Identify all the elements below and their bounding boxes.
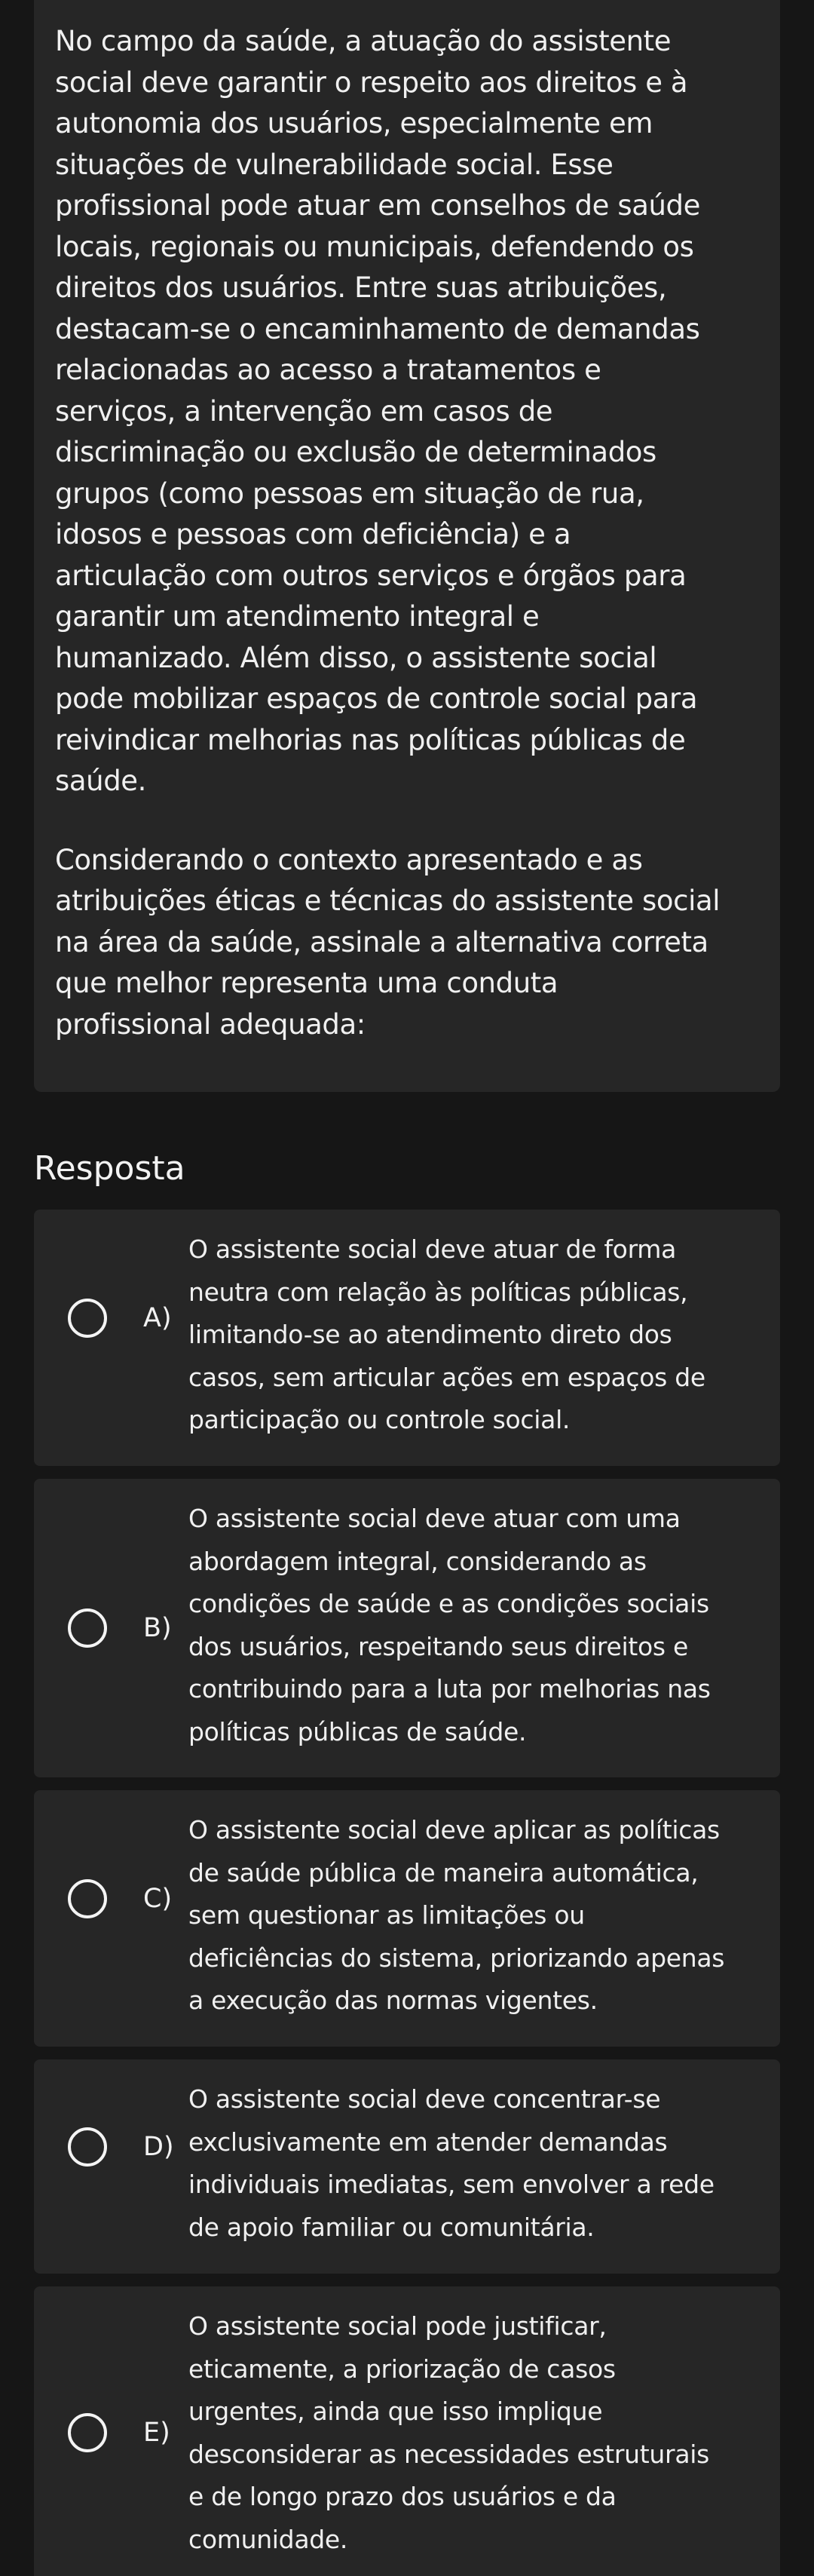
- question-card: [34, 0, 780, 1092]
- option-b-radio[interactable]: [68, 1608, 107, 1648]
- option-c-letter: C): [143, 1884, 173, 1914]
- option-b-text: O assistente social deve atuar com uma abordagem integral, considerando as condições de saúde e as condições sociais dos usuários, respeitando seus direitos e contribuindo para a luta por melhorias nas políticas públicas de saúde.: [188, 1504, 711, 1746]
- option-d-letter: D): [143, 2132, 174, 2162]
- option-c-text: O assistente social deve aplicar as políticas de saúde pública de maneira automática, sem questionar as limitações ou deficiências do sistema, priorizando apenas a execução das normas vigentes.: [188, 1815, 725, 2015]
- option-b-letter: B): [143, 1613, 172, 1643]
- answer-heading: Resposta: [34, 1149, 185, 1188]
- option-b[interactable]: [34, 1479, 780, 1777]
- option-c[interactable]: [34, 1790, 780, 2047]
- question-paragraph-context: No campo da saúde, a atuação do assistente social deve garantir o respeito aos direitos e à autonomia dos usuários, especialmente em situações de vulnerabilidade social. Esse profissional pode atuar em conselhos de saúde locais, regionais ou municipais, defendendo os direitos dos usuários. Entre suas atribuições, destacam-se o encaminhamento de demandas relacionadas ao acesso a tratamentos e serviços, a intervenção em casos de discriminação ou exclusão de determinados grupos (como pessoas em situação de rua, idosos e pessoas com deficiência) e a articulação com outros serviços e órgãos para garantir um atendimento integral e humanizado. Além disso, o assistente social pode mobilizar espaços de controle social para reivindicar melhorias nas políticas públicas de saúde.: [55, 25, 700, 797]
- option-d-radio[interactable]: [68, 2127, 107, 2167]
- option-d[interactable]: [34, 2059, 780, 2274]
- question-paragraph-prompt: Considerando o contexto apresentado e as atribuições éticas e técnicas do assistente social na área da saúde, assinale a alternativa correta que melhor representa uma conduta profissional adequada:: [55, 843, 721, 1041]
- option-a-radio[interactable]: [68, 1299, 107, 1338]
- option-a-letter: A): [143, 1303, 172, 1333]
- option-a[interactable]: [34, 1210, 780, 1466]
- option-d-text: O assistente social deve concentrar-se exclusivamente em atender demandas individuais imediatas, sem envolver a rede de apoio familiar ou comunitária.: [188, 2084, 715, 2242]
- option-e[interactable]: [34, 2286, 780, 2576]
- option-a-text: O assistente social deve atuar de forma neutra com relação às políticas públicas, limitando-se ao atendimento direto dos casos, sem articular ações em espaços de participação ou controle social.: [188, 1234, 705, 1434]
- option-e-radio[interactable]: [68, 2413, 107, 2452]
- option-e-letter: E): [143, 2418, 170, 2448]
- option-e-text: O assistente social pode justificar, eticamente, a priorização de casos urgentes, ainda que isso implique desconsiderar as necessidades estruturais e de longo prazo dos usuários e da comunidade.: [188, 2311, 709, 2554]
- option-c-radio[interactable]: [68, 1879, 107, 1918]
